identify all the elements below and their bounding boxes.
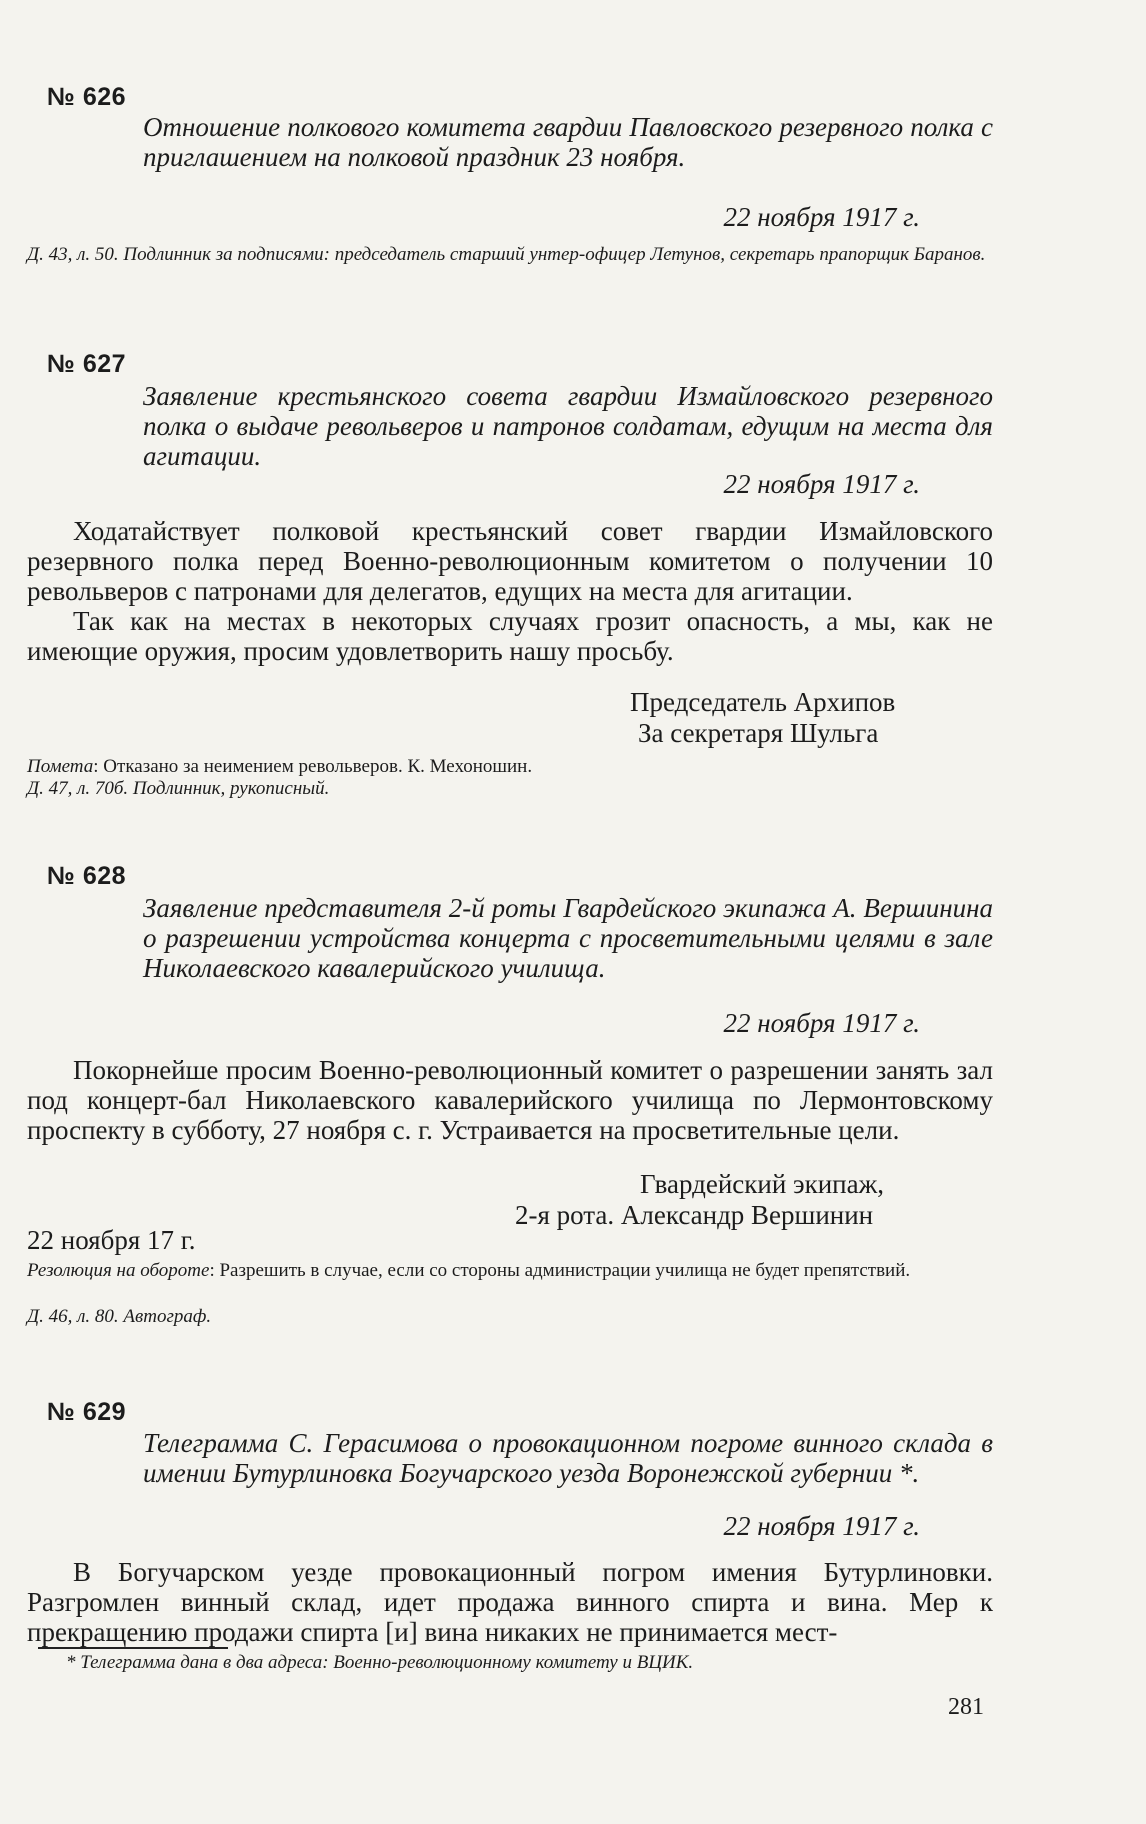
signature-date: 22 ноября 17 г. [27,1225,196,1255]
body-paragraph: Покорнейше просим Военно-революционный комитет о разрешении занять зал под концерт-бал Николаевского кавалерийского училища по Лермонтовскому проспекту в субботу, 27 ноября с. г. Устраивается на просветительные цели. [27,1055,993,1145]
archive-source: Д. 43, л. 50. Подлинник за подписями: председатель старший унтер-офицер Летунов, секретарь прапорщик Баранов. [27,244,986,265]
document-body [27,1055,993,1145]
signature-secretary: За секретаря Шульга [638,718,879,748]
document-body [27,1557,993,1647]
document-title: Телеграмма С. Герасимова о провокационном погроме винного склада в имении Бутурлиновка Богучарского уезда Воронежской губернии *. [143,1428,993,1488]
document-date: 22 ноября 1917 г. [723,469,920,499]
document-number: № 627 [47,350,127,378]
signature-unit: Гвардейский экипаж, [640,1169,885,1199]
document-number: № 629 [47,1398,127,1426]
annotation [27,1260,993,1282]
annotation-text: : Отказано за неимением револьверов. К. Мехоношин. [93,756,533,777]
document-title: Заявление крестьянского совета гвардии Измайловского резервного полка о выдаче револьверов и патронов солдатам, едущим на места для агитации. [143,381,993,471]
document-date: 22 ноября 1917 г. [723,1008,920,1038]
archive-source: Д. 46, л. 80. Автограф. [27,1306,212,1327]
annotation [27,756,993,778]
footnote-rule [38,1647,228,1649]
annotation-label: Резолюция на обороте [27,1260,210,1281]
footnote: * Телеграмма дана в два адреса: Военно-революционному комитету и ВЦИК. [66,1652,694,1673]
signature-name: 2-я рота. Александр Вершинин [515,1200,874,1230]
annotation-text: : Разрешить в случае, если со стороны администрации училища не будет препятствий. [209,1260,911,1281]
document-date: 22 ноября 1917 г. [723,1511,920,1541]
document-number: № 628 [47,862,127,890]
document-body [27,516,993,666]
body-paragraph: Так как на местах в некоторых случаях грозит опасность, а мы, как не имеющие оружия, просим удовлетворить нашу просьбу. [27,606,993,666]
annotation-label: Помета [27,756,94,777]
document-number: № 626 [47,83,127,111]
archive-source: Д. 47, л. 70б. Подлинник, рукописный. [27,778,330,799]
signature-chairman: Председатель Архипов [630,687,896,717]
page-number: 281 [948,1694,984,1720]
document-date: 22 ноября 1917 г. [723,202,920,232]
document-title: Заявление представителя 2-й роты Гвардейского экипажа А. Вершинина о разрешении устройства концерта с просветительными целями в зале Николаевского кавалерийского училища. [143,893,993,983]
document-title: Отношение полкового комитета гвардии Павловского резервного полка с приглашением на полковой праздник 23 ноября. [143,112,993,172]
body-paragraph: Ходатайствует полковой крестьянский совет гвардии Измайловского резервного полка перед Военно-революционным комитетом о получении 10 револьверов с патронами для делегатов, едущих на места для агитации. [27,516,993,606]
body-paragraph: В Богучарском уезде провокационный погром имения Бутурлиновки. Разгромлен винный склад, идет продажа винного спирта и вина. Мер к прекращению продажи спирта [и] вина никаких не принимается мест- [27,1557,993,1647]
